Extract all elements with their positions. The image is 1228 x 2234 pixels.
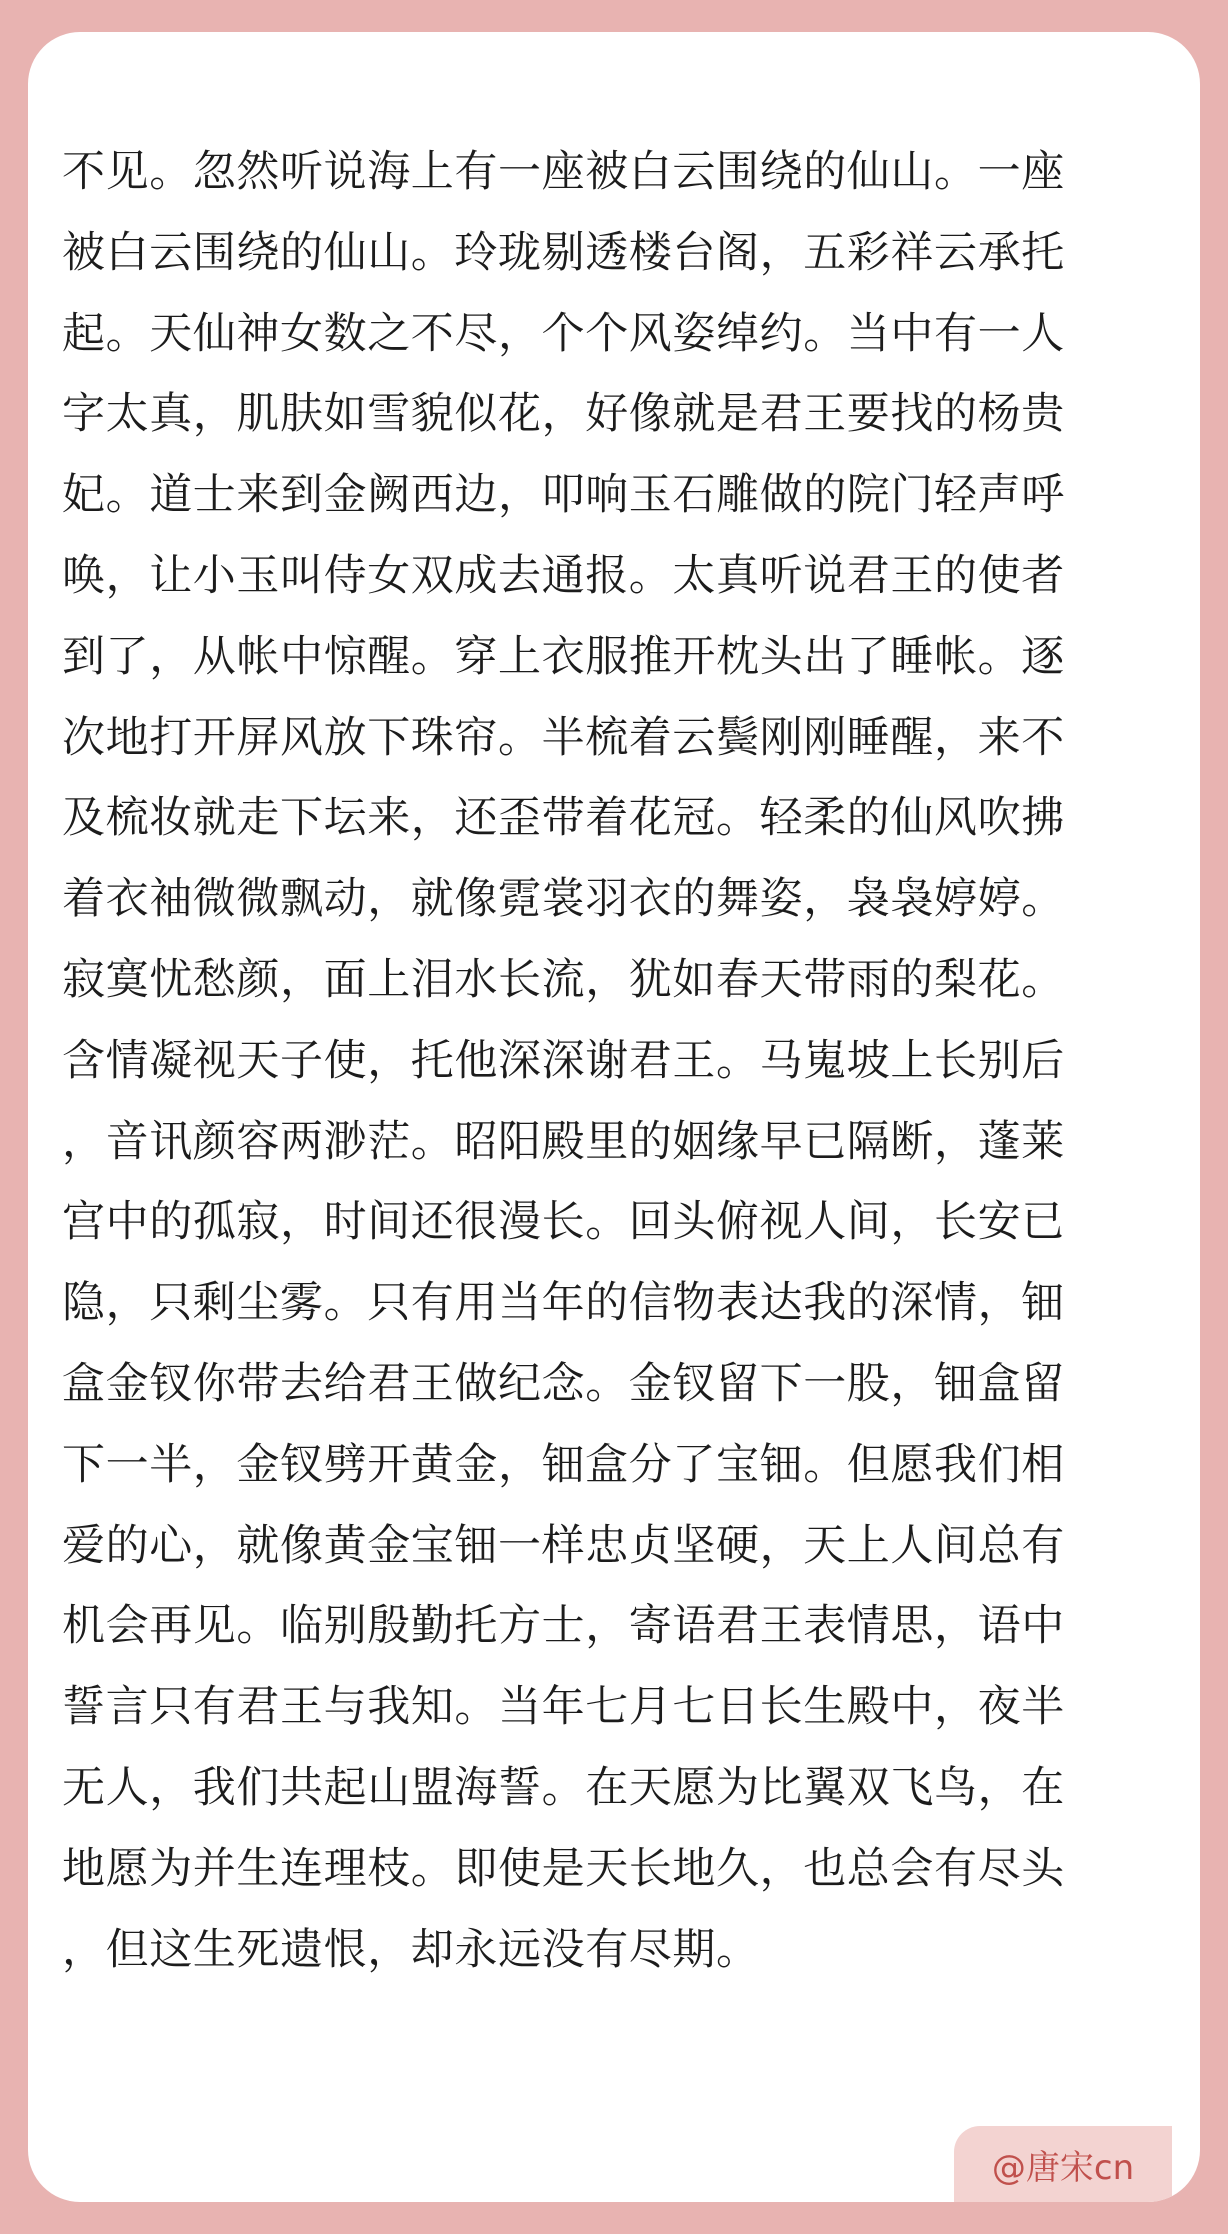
text-line: 及梳妆就走下坛来，还歪带着花冠。轻柔的仙风吹拂 bbox=[62, 793, 1065, 844]
text-line: 次地打开屏风放下珠帘。半梳着云鬓刚刚睡醒，来不 bbox=[62, 712, 1065, 763]
text-line: ，但这生死遗恨，却永远没有尽期。 bbox=[62, 1924, 760, 1975]
watermark-badge bbox=[954, 2126, 1172, 2202]
text-line: 宫中的孤寂，时间还很漫长。回头俯视人间，长安已 bbox=[62, 1197, 1065, 1248]
text-line: 唤，让小玉叫侍女双成去通报。太真听说君王的使者 bbox=[62, 550, 1065, 601]
text-line: 爱的心，就像黄金宝钿一样忠贞坚硬，天上人间总有 bbox=[62, 1520, 1065, 1571]
text-line: 含情凝视天子使，托他深深谢君王。马嵬坡上长别后 bbox=[62, 1035, 1065, 1086]
text-line: 妃。道士来到金阙西边，叩响玉石雕做的院门轻声呼 bbox=[62, 470, 1065, 521]
text-line: 起。天仙神女数之不尽，个个风姿绰约。当中有一人 bbox=[62, 308, 1065, 359]
text-line: 无人，我们共起山盟海誓。在天愿为比翼双飞鸟，在 bbox=[62, 1762, 1065, 1813]
text-line: 誓言只有君王与我知。当年七月七日长生殿中，夜半 bbox=[62, 1682, 1065, 1733]
text-line: 着衣袖微微飘动，就像霓裳羽衣的舞姿，袅袅婷婷。 bbox=[62, 874, 1065, 925]
text-line: 机会再见。临别殷勤托方士，寄语君王表情思，语中 bbox=[62, 1601, 1065, 1652]
text-line: 下一半，金钗劈开黄金，钿盒分了宝钿。但愿我们相 bbox=[62, 1439, 1065, 1490]
article-text bbox=[62, 132, 1196, 1990]
watermark-text: @唐宋cn bbox=[991, 2147, 1135, 2188]
text-line: 到了，从帐中惊醒。穿上衣服推开枕头出了睡帐。逐 bbox=[62, 631, 1065, 682]
text-line: 寂寞忧愁颜，面上泪水长流，犹如春天带雨的梨花。 bbox=[62, 954, 1065, 1005]
text-line: 不见。忽然听说海上有一座被白云围绕的仙山。一座 bbox=[62, 147, 1065, 197]
text-line: 盒金钗你带去给君王做纪念。金钗留下一股，钿盒留 bbox=[62, 1358, 1065, 1409]
text-line: 字太真，肌肤如雪貌似花，好像就是君王要找的杨贵 bbox=[62, 389, 1065, 440]
text-line: 隐，只剩尘雾。只有用当年的信物表达我的深情，钿 bbox=[62, 1278, 1065, 1329]
text-line: 地愿为并生连理枝。即使是天长地久，也总会有尽头 bbox=[62, 1843, 1065, 1894]
text-line: 被白云围绕的仙山。玲珑剔透楼台阁，五彩祥云承托 bbox=[62, 227, 1065, 278]
content-card bbox=[28, 32, 1200, 2202]
text-line: ，音讯颜容两渺茫。昭阳殿里的姻缘早已隔断，蓬莱 bbox=[62, 1116, 1065, 1167]
